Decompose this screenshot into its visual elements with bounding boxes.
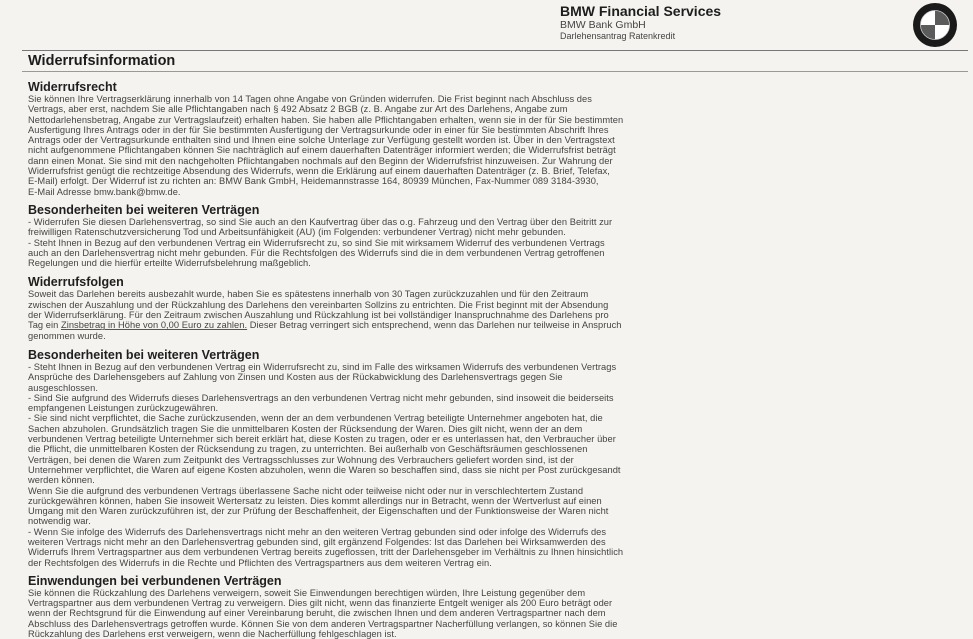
section-text: - Steht Ihnen in Bezug auf den verbundenen Vertrag ein Widerrufsrecht zu, sind im Falle des wirksamen Widerrufs des verbundenen Vertrags Ansprüche des Darlehensgebers auf Zahlung von Zinsen und Kosten aus der Rückabwicklung des Darlehensvertrags gegen Sie ausgeschlossen. - Sind Sie aufgrund des Widerrufs dieses Darlehensvertrags an den verbundenen Vertrag nicht mehr gebunden, sind insoweit die beiderseits empfangenen Leistungen zurückzugewähren. - Sie sind nicht verpflichtet, die Sache zurückzusenden, wenn der an dem verbundenen Vertrag beteiligte Unternehmer angeboten hat, die Sachen abzuholen. Grundsätzlich tragen Sie die unmittelbaren Kosten der Rücksendung der Waren. Dies gilt nicht, wenn der an dem verbundenen Vertrag beteiligte Unternehmer sich bereit erklärt hat, diese Kosten zu tragen, oder er es unterlassen hat, den Verbraucher über die Pflicht, die unmittelbaren Kosten der Rücksendung zu tragen, zu unterrichten. Bei außerhalb von Geschäftsräumen geschlossenen Verträgen, bei denen die Waren zum Zeitpunkt des Vertragsschlusses zur Wohnung des Verbrauchers geliefert worden sind, ist der Unternehmer verpflichtet, die Waren auf eigene Kosten abzuholen, wenn die Waren so beschaffen sind, dass sie nicht per Post zurückgesandt werden können. Wenn Sie die aufgrund des verbundenen Vertrags überlassene Sache nicht oder teilweise nicht oder nur in verschlechtertem Zustand zurückgewähren können, haben Sie insoweit Wertersatz zu leisten. Dies kommt allerdings nur in Betracht, wenn der Wertverlust auf einen Umgang mit den Waren zurückzuführen ist, der zur Prüfung der Beschaffenheit, der Eigenschaften und der Funktionsweise der Waren nicht notwendig war. - Wenn Sie infolge des Widerrufs des Darlehensvertrags nicht mehr an den weiteren Vertrag gebunden sind oder infolge des Widerrufs des weiteren Vertrags nicht mehr an den Darlehensvertrag gebunden sind, gilt ergänzend Folgendes: Ist das Darlehen bei Wirksamwerden des Widerrufs Ihrem Vertragspartner aus dem verbundenen Vertrag bereits zugeflossen, tritt der Darlehensgeber im Verhältnis zu Ihnen hinsichtlich der Rechtsfolgen des Widerrufs in die Rechte und Pflichten des Vertragspartners aus dem weiteren Vertrag ein. xyxy=(28,361,624,568)
product-name: Darlehensantrag Ratenkredit xyxy=(560,31,676,41)
section-text: Sie können Ihre Vertragserklärung innerhalb von 14 Tagen ohne Angabe von Gründen widerrufen. Die Frist beginnt nach Abschluss des Vertrags, aber erst, nachdem Sie alle Pflichtangaben nach § 492 Absatz 2 BGB (z. B. Angabe zur Art des Darlehens, Angabe zum Nettodarlehensbetrag, Angabe zur Vertragslaufzeit) erhalten haben. Sie haben alle Pflichtangaben erhalten, wenn sie in der für Sie bestimmten Ausfertigung Ihres Antrags oder in der für Sie bestimmten Ausfertigung der Vertragsurkunde oder in einer für Sie bestimmten Abschrift Ihres Antrags oder der Vertragsurkunde enthalten sind und Ihnen eine solche Unterlage zur Verfügung gestellt worden ist. Über in den Vertragstext nicht aufgenommene Pflichtangaben können Sie nachträglich auf einem dauerhaften Datenträger informiert werden; die Widerrufsfrist beträgt dann einen Monat. Sie sind mit den nachgeholten Pflichtangaben nochmals auf den Beginn der Widerrufsfrist hinzuweisen. Zur Wahrung der Widerrufsfrist genügt die rechtzeitige Absendung des Widerrufs, wenn die Erklärung auf einem dauerhaften Datenträger (z. B. Brief, Telefax, E-Mail) erfolgt. Der Widerruf ist zu richten an: BMW Bank GmbH, Heidemannstrasse 164, 80939 München, Fax-Nummer 089 3184-3930, E-Mail Adresse bmw.bank@bmw.de. xyxy=(28,94,624,197)
title-divider xyxy=(22,71,968,72)
section-heading: Widerrufsrecht xyxy=(28,80,117,94)
section-text: Soweit das Darlehen bereits ausbezahlt wurde, haben Sie es spätestens innerhalb von 30 Tagen zurückzuzahlen und für den Zeitraum zwischen der Auszahlung und der Rückzahlung des Darlehens den vereinbarten Sollzins zu entrichten. Die Frist beginnt mit der Absendung der Widerrufserklärung. Für den Zeitraum zwischen Auszahlung und Rückzahlung ist bei vollständiger Inanspruchnahme des Darlehens pro Tag ein Zinsbetrag in Höhe von 0,00 Euro zu zahlen. Dieser Betrag verringert sich entsprechend, wenn das Darlehen nur teilweise in Anspruch genommen wurde. xyxy=(28,289,622,341)
section-heading: Einwendungen bei verbundenen Verträgen xyxy=(28,573,282,588)
section-einwendungen xyxy=(28,574,963,639)
section-widerrufsfolgen xyxy=(28,275,963,340)
section-heading: Besonderheiten bei weiteren Verträgen xyxy=(28,347,260,362)
section-besonderheiten-2 xyxy=(28,348,963,568)
company-name: BMW Financial Services xyxy=(560,3,722,19)
section-text: - Widerrufen Sie diesen Darlehensvertrag, so sind Sie auch an den Kaufvertrag über das o.g. Fahrzeug und den Vertrag über den Beitritt zur freiwilligen Ratenschutzversicherung Tod und Arbeitsunfähigkeit (AU) (im Folgenden: verbundener Vertrag) nicht mehr gebunden. - Steht Ihnen in Bezug auf den verbundenen Vertrag ein Widerrufsrecht zu, so sind Sie mit wirksamem Widerruf des verbundenen Vertrags auch an den Darlehensvertrag nicht mehr gebunden. Für die Rechtsfolgen des Widerrufs sind die in dem verbundenen Vertrag getroffenen Regelungen und die hierfür erteilte Widerrufsbelehrung maßgeblich. xyxy=(28,216,613,269)
highlighted-line: Tag ein Zinsbetrag in Höhe von 0,00 Euro zu zahlen. Dieser Betrag verringert sich entsprechend, wenn das Darlehen nur teilweise in Anspruch xyxy=(28,320,622,331)
section-heading: Besonderheiten bei weiteren Verträgen xyxy=(28,202,260,217)
section-besonderheiten-1 xyxy=(28,203,963,268)
letterhead xyxy=(560,4,900,42)
interest-amount-underline: Zinsbetrag in Höhe von 0,00 Euro zu zahlen. xyxy=(60,320,248,331)
bank-name: BMW Bank GmbH xyxy=(560,19,646,31)
section-heading: Widerrufsfolgen xyxy=(28,275,124,290)
section-text: Sie können die Rückzahlung des Darlehens verweigern, soweit Sie Einwendungen berechtigen würden, Ihre Leistung gegenüber dem Vertragspartner aus dem verbundenen Vertrag zu verweigern. Dies gilt nicht, wenn das finanzierte Entgelt weniger als 200 Euro beträgt oder wenn der Rechtsgrund für die Einwendung auf einer Vereinbarung beruht, die zwischen Ihnen und dem anderen Vertragspartner nach dem Abschluss des Darlehensvertrags getroffen wurde. Können Sie von dem anderen Vertragspartner Nacherfüllung verlangen, so können Sie die Rückzahlung des Darlehens erst verweigern, wenn die Nacherfüllung fehlgeschlagen ist. xyxy=(28,587,618,639)
document-body xyxy=(28,76,963,639)
page-title: Widerrufsinformation xyxy=(28,53,176,69)
section-widerrufsrecht xyxy=(28,80,963,197)
bmw-roundel-logo xyxy=(912,2,958,48)
header-divider xyxy=(22,50,968,51)
